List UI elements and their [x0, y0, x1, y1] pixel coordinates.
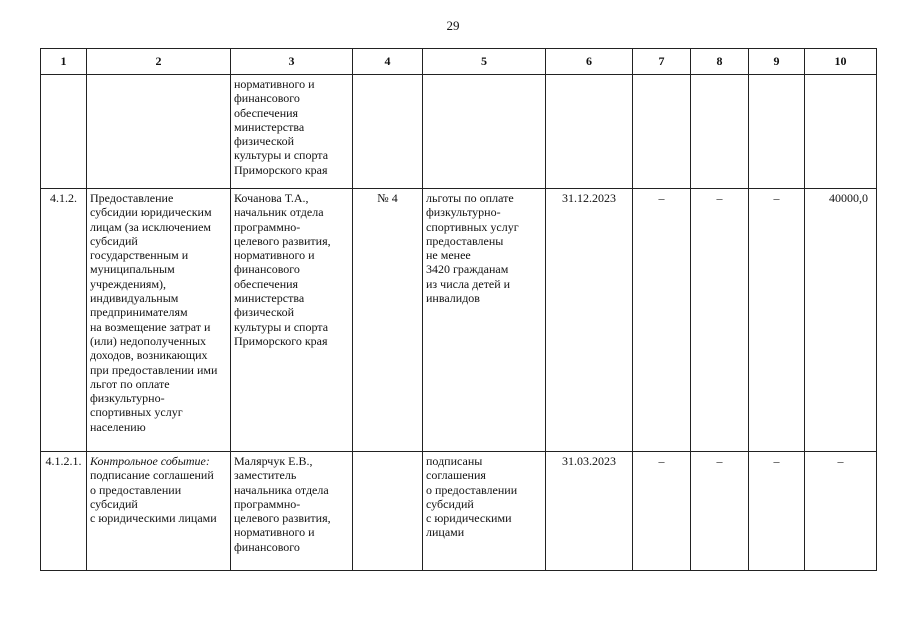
col10-value: 40000,0	[805, 189, 877, 452]
indicator-ref	[353, 75, 423, 189]
col10-value	[805, 75, 877, 189]
col8-value: –	[691, 452, 749, 571]
expected-result: подписаны соглашения о предоставлении субсидий с юридическими лицами	[423, 452, 546, 571]
header-cell: 5	[423, 49, 546, 75]
responsible-person: Кочанова Т.А., начальник отдела программно- целевого развития, нормативного и финансового обеспечения министерства физической культуры и спорта Приморского края	[231, 189, 353, 452]
header-row	[41, 49, 877, 75]
item-description	[87, 452, 231, 571]
col7-value	[633, 75, 691, 189]
control-event-label: Контрольное событие:	[90, 454, 210, 468]
responsible-person: Малярчук Е.В., заместитель начальника отдела программно- целевого развития, нормативного и финансового	[231, 452, 353, 571]
header-cell: 6	[546, 49, 633, 75]
col9-value: –	[749, 452, 805, 571]
header-cell: 2	[87, 49, 231, 75]
indicator-ref	[353, 452, 423, 571]
item-number	[41, 75, 87, 189]
table-row	[41, 75, 877, 189]
item-description	[87, 75, 231, 189]
plan-table	[40, 48, 877, 571]
header-cell: 1	[41, 49, 87, 75]
header-cell: 7	[633, 49, 691, 75]
responsible-person: нормативного и финансового обеспечения министерства физической культуры и спорта Приморского края	[231, 75, 353, 189]
item-description: Предоставление субсидии юридическим лицам (за исключением субсидий государственным и муниципальным учреждениям), индивидуальным предпринимателям на возмещение затрат и (или) недополученных доходов, возникающих при предоставлении ими льгот по оплате физкультурно- спортивных услуг населению	[87, 189, 231, 452]
page-number: 29	[446, 18, 460, 33]
col7-value: –	[633, 452, 691, 571]
col7-value: –	[633, 189, 691, 452]
control-event-text: подписание соглашений о предоставлении субсидий с юридическими лицами	[90, 468, 217, 526]
deadline: 31.12.2023	[546, 189, 633, 452]
deadline	[546, 75, 633, 189]
header-cell: 10	[805, 49, 877, 75]
header-cell: 9	[749, 49, 805, 75]
col9-value: –	[749, 189, 805, 452]
expected-result	[423, 75, 546, 189]
table-row	[41, 189, 877, 452]
col8-value: –	[691, 189, 749, 452]
deadline: 31.03.2023	[546, 452, 633, 571]
header-cell: 3	[231, 49, 353, 75]
header-cell: 4	[353, 49, 423, 75]
col10-value: –	[805, 452, 877, 571]
col8-value	[691, 75, 749, 189]
table-row	[41, 452, 877, 571]
header-cell: 8	[691, 49, 749, 75]
item-number: 4.1.2.1.	[41, 452, 87, 571]
expected-result: льготы по оплате физкультурно- спортивных услуг предоставлены не менее 3420 гражданам из числа детей и инвалидов	[423, 189, 546, 452]
indicator-ref: № 4	[353, 189, 423, 452]
item-number: 4.1.2.	[41, 189, 87, 452]
col9-value	[749, 75, 805, 189]
